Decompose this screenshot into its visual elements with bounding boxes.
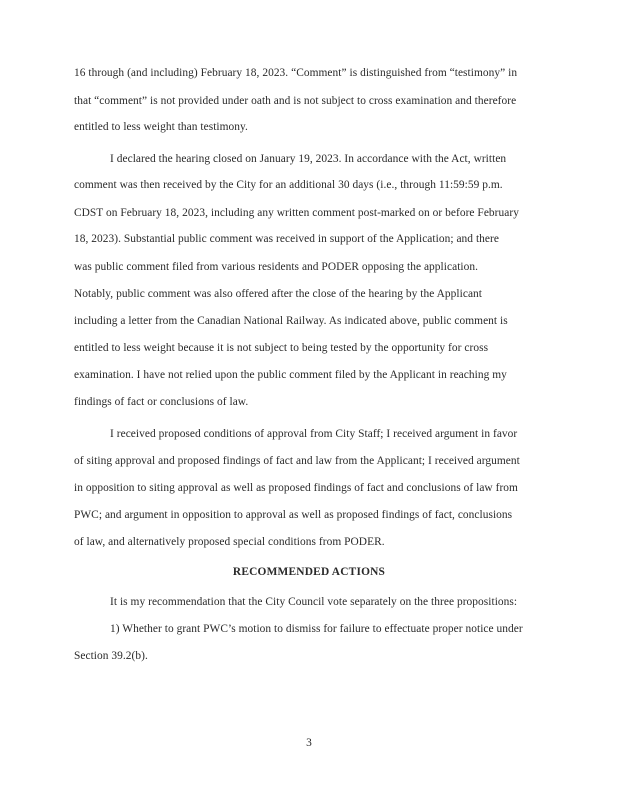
section-heading: RECOMMENDED ACTIONS: [232, 566, 386, 578]
body-text-line: 18, 2023). Substantial public comment was received in support of the Application; and there: [74, 233, 499, 245]
body-text-line: CDST on February 18, 2023, including any written comment post-marked on or before February: [74, 207, 519, 219]
body-text-line: findings of fact or conclusions of law.: [74, 396, 249, 408]
body-text-line: PWC; and argument in opposition to approval as well as proposed findings of fact, conclusions: [74, 509, 513, 521]
body-text-line: of law, and alternatively proposed special conditions from PODER.: [74, 536, 385, 548]
body-text-line: 16 through (and including) February 18, 2023. “Comment” is distinguished from “testimony” in: [74, 67, 518, 79]
body-text-line: in opposition to siting approval as well as proposed findings of fact and conclusions of law from: [74, 482, 518, 494]
body-text-line: that “comment” is not provided under oath and is not subject to cross examination and therefore: [74, 95, 517, 107]
paragraph-first-line: I received proposed conditions of approval from City Staff; I received argument in favor: [110, 428, 518, 440]
body-text-line: Notably, public comment was also offered after the close of the hearing by the Applicant: [74, 288, 483, 300]
body-text-line: was public comment filed from various residents and PODER opposing the application.: [74, 261, 479, 273]
body-text-line: comment was then received by the City for an additional 30 days (i.e., through 11:59:59 p.m.: [74, 179, 503, 191]
page-number: 3: [306, 737, 312, 749]
body-text-line: entitled to less weight because it is not subject to being tested by the opportunity for cross: [74, 342, 489, 354]
body-text-line: including a letter from the Canadian National Railway. As indicated above, public comment is: [74, 315, 508, 327]
paragraph-first-line: I declared the hearing closed on January 19, 2023. In accordance with the Act, written: [110, 153, 507, 165]
body-text-line: Section 39.2(b).: [74, 650, 148, 662]
numbered-item-line: 1) Whether to grant PWC’s motion to dismiss for failure to effectuate proper notice under: [110, 623, 523, 635]
body-text-line: examination. I have not relied upon the public comment filed by the Applicant in reaching my: [74, 369, 507, 381]
body-text-line: of siting approval and proposed findings of fact and law from the Applicant; I received argument: [74, 455, 520, 467]
body-text-line: entitled to less weight than testimony.: [74, 121, 248, 133]
paragraph-first-line: It is my recommendation that the City Council vote separately on the three propositions:: [110, 596, 518, 608]
